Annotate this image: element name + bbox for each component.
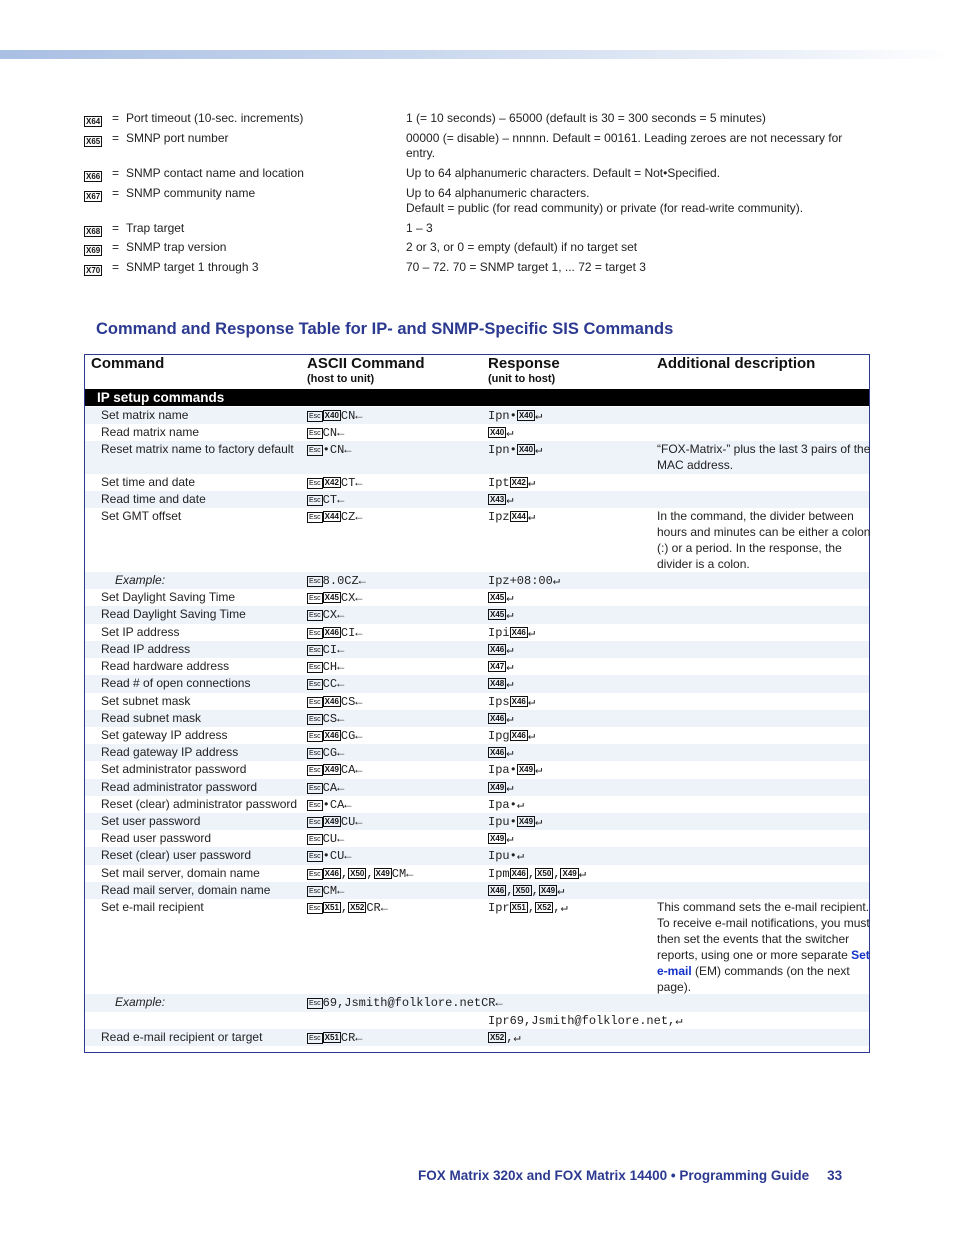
escape-key-icon: Esc	[309, 630, 321, 637]
ascii-command: Esc CG←	[309, 746, 345, 760]
variable-description: Port timeout (10-sec. increments)	[126, 111, 304, 125]
command-name: Set GMT offset	[101, 509, 182, 523]
variable-x40: X40	[518, 411, 534, 420]
escape-key-icon: Esc	[309, 819, 321, 826]
variable-x46: X46	[511, 628, 526, 637]
ascii-command: Esc X49 CU←	[309, 815, 363, 829]
command-name: Read time and date	[101, 492, 206, 506]
command-name: Example:	[115, 573, 166, 587]
response: Ipr X51 , X52 ,↵	[488, 901, 568, 915]
variable-x40: X40	[518, 445, 534, 454]
escape-key-icon: Esc	[309, 664, 321, 671]
variable-value: 2 or 3, or 0 = empty (default) if no target set	[406, 240, 638, 254]
variable-code: X67	[86, 192, 101, 201]
variable-value: 00000 (= disable) – nnnnn. Default = 00161. Leading zeroes are not necessary for entry.	[406, 131, 843, 160]
ascii-command: Esc •CN←	[309, 443, 352, 457]
equals-sign: =	[112, 260, 120, 274]
table-row	[85, 744, 869, 761]
variable-x52: X52	[490, 1033, 505, 1042]
command-name: Reset (clear) user password	[101, 848, 252, 862]
escape-key-icon: Esc	[309, 612, 321, 619]
variable-x50: X50	[515, 886, 530, 895]
variable-x46: X46	[511, 731, 526, 740]
variable-x46: X46	[490, 714, 505, 723]
command-name: Set matrix name	[101, 408, 189, 422]
variable-description: Trap target	[126, 221, 185, 235]
response: Ipg X46 ↵	[488, 729, 536, 743]
additional-description: In the command, the divider between hours and minutes can be either a colon (:) or a period. In the response, the divider is a colon.	[657, 509, 871, 571]
table-row	[85, 727, 869, 744]
variable-x45: X45	[324, 593, 339, 602]
equals-sign: =	[112, 166, 120, 180]
equals-sign: =	[112, 221, 120, 235]
variable-description: SNMP trap version	[126, 240, 227, 254]
band-ip-setup-commands: IP setup commands	[85, 389, 869, 406]
escape-key-icon: Esc	[309, 430, 321, 437]
ascii-command: Esc X46 , X50 , X49 CM←	[309, 867, 414, 881]
variable-code: X66	[86, 172, 101, 181]
response: Ips X46 ↵	[488, 695, 536, 709]
escape-key-icon: Esc	[309, 853, 321, 860]
response: Ipt X42 ↵	[488, 476, 536, 490]
table-row	[85, 641, 869, 658]
variable-x46: X46	[490, 748, 505, 757]
command-name: Set Daylight Saving Time	[101, 590, 236, 604]
variable-description: SNMP target 1 through 3	[126, 260, 259, 274]
variable-x42: X42	[511, 478, 526, 487]
command-name: Read gateway IP address	[101, 745, 239, 759]
command-name: Read e-mail recipient or target	[101, 1030, 263, 1044]
table-row	[85, 441, 869, 474]
variable-value: 1 – 3	[406, 221, 433, 235]
escape-key-icon: Esc	[309, 905, 321, 912]
variable-x46: X46	[490, 886, 505, 895]
escape-key-icon: Esc	[309, 447, 321, 454]
footer-title: FOX Matrix 320x and FOX Matrix 14400 • Programming Guide	[418, 1168, 810, 1183]
variable-x50: X50	[350, 869, 365, 878]
variable-value: 1 (= 10 seconds) – 65000 (default is 30 = 300 seconds = 5 minutes)	[406, 111, 766, 125]
variable-x42: X42	[324, 478, 339, 487]
ascii-command: Esc X44 CZ←	[309, 510, 363, 524]
escape-key-icon: Esc	[309, 785, 321, 792]
escape-key-icon: Esc	[309, 699, 321, 706]
table-row	[85, 693, 869, 710]
variable-x51: X51	[324, 1033, 339, 1042]
equals-sign: =	[112, 240, 120, 254]
table-row	[85, 813, 869, 830]
ascii-command: Esc CX←	[309, 608, 345, 622]
command-name: Read administrator password	[101, 780, 258, 794]
response: X46 , X50 , X49 ↵	[490, 884, 565, 898]
variable-x45: X45	[490, 610, 505, 619]
escape-key-icon: Esc	[309, 802, 321, 809]
ascii-command: Esc 8.0CZ←	[309, 574, 366, 588]
table-row	[85, 899, 869, 994]
table-row	[85, 1012, 869, 1029]
table-row	[85, 882, 869, 899]
variable-x50: X50	[537, 869, 552, 878]
response: X43 ↵	[490, 493, 514, 507]
table-row	[85, 1029, 869, 1046]
escape-key-icon: Esc	[309, 514, 321, 521]
variable-description: SNMP community name	[126, 186, 256, 200]
variable-code: X70	[86, 266, 101, 275]
variable-x40: X40	[324, 411, 339, 420]
response: Ipn• X40 ↵	[488, 409, 543, 423]
escape-key-icon: Esc	[309, 767, 321, 774]
variable-x46: X46	[511, 869, 526, 878]
command-name: Read mail server, domain name	[101, 883, 271, 897]
variable-x46: X46	[324, 869, 339, 878]
variable-value: Up to 64 alphanumeric characters. Default = public (for read community) or private (for read-write community).	[406, 186, 804, 215]
command-name: Read # of open connections	[101, 676, 251, 690]
variable-x49: X49	[324, 817, 339, 826]
ascii-command: Esc X51 CR←	[309, 1031, 363, 1045]
command-name: Set administrator password	[101, 762, 247, 776]
variable-description: SMNP port number	[126, 131, 229, 145]
variable-x52: X52	[537, 903, 552, 912]
ascii-command: Esc CM←	[309, 884, 345, 898]
variable-x52: X52	[350, 903, 365, 912]
table-row	[85, 830, 869, 847]
response: X40 ↵	[490, 426, 514, 440]
table-row	[85, 474, 869, 491]
escape-key-icon: Esc	[309, 413, 321, 420]
variable-description: SNMP contact name and location	[126, 166, 304, 180]
response: Ipu• X49 ↵	[488, 815, 543, 829]
ascii-command: Esc •CA←	[309, 798, 352, 812]
variable-x49: X49	[490, 834, 505, 843]
response: X49 ↵	[490, 781, 514, 795]
variable-code: X64	[86, 117, 101, 126]
variable-x51: X51	[511, 903, 526, 912]
variable-x46: X46	[511, 697, 526, 706]
table-row	[85, 424, 869, 441]
section-title: Command and Response Table for IP- and SNMP-Specific SIS Commands	[96, 320, 674, 338]
response: X46 ↵	[490, 712, 514, 726]
page-number: 33	[827, 1168, 843, 1183]
command-name: Set subnet mask	[101, 694, 191, 708]
header-additional-description: Additional description	[657, 355, 816, 372]
response: X46 ↵	[490, 746, 514, 760]
response: Ipu•↵	[488, 849, 525, 863]
response: X52 ,↵	[490, 1031, 521, 1045]
response: X48 ↵	[490, 677, 514, 691]
table-row	[85, 710, 869, 727]
ascii-command: Esc X46 CG←	[309, 729, 363, 743]
escape-key-icon: Esc	[309, 1000, 321, 1007]
table-row	[85, 407, 869, 424]
variable-x49: X49	[562, 869, 577, 878]
response: Ipm X46 , X50 , X49 ↵	[488, 867, 586, 881]
command-name: Reset (clear) administrator password	[101, 797, 298, 811]
response: X45 ↵	[490, 608, 514, 622]
table-row	[85, 508, 869, 572]
escape-key-icon: Esc	[309, 647, 321, 654]
table-row	[85, 606, 869, 624]
table-row	[85, 675, 869, 693]
equals-sign: =	[112, 186, 120, 200]
table-row	[85, 796, 869, 813]
command-name: Read user password	[101, 831, 212, 845]
ascii-command: Esc CU←	[309, 832, 345, 846]
command-name: Set IP address	[101, 625, 180, 639]
ascii-command: Esc CT←	[309, 493, 345, 507]
table-row	[85, 779, 869, 796]
ascii-command: Esc X51 , X52 CR←	[309, 901, 388, 915]
command-name: Set mail server, domain name	[101, 866, 260, 880]
variable-x46: X46	[490, 645, 505, 654]
escape-key-icon: Esc	[309, 888, 321, 895]
variable-x49: X49	[490, 783, 505, 792]
ascii-command: Esc CH←	[309, 660, 345, 674]
command-name: Read Daylight Saving Time	[101, 607, 246, 621]
variable-x45: X45	[490, 593, 505, 602]
response: X47 ↵	[490, 660, 514, 674]
escape-key-icon: Esc	[309, 681, 321, 688]
variable-x46: X46	[324, 731, 339, 740]
table-row	[85, 865, 869, 882]
table-row	[85, 658, 869, 675]
table-row	[85, 847, 869, 865]
command-name: Read subnet mask	[101, 711, 202, 725]
additional-description: This command sets the e-mail recipient. To receive e-mail notifications, you must then set the events that the switcher reports, using one or more separate Set e-mail (EM) commands (on the next page).	[657, 900, 870, 994]
variable-x51: X51	[324, 903, 339, 912]
ascii-command: Esc CA←	[309, 781, 345, 795]
variable-x49: X49	[324, 765, 339, 774]
table-row	[85, 491, 869, 508]
ascii-command: Esc X45 CX←	[309, 591, 363, 605]
variable-x48: X48	[490, 679, 505, 688]
response: Ipz+08:00↵	[488, 574, 561, 588]
variable-x49: X49	[518, 817, 534, 826]
command-name: Reset matrix name to factory default	[101, 442, 294, 456]
escape-key-icon: Esc	[309, 578, 321, 585]
header-response: Response (unit to host)	[488, 355, 560, 385]
page-footer	[418, 1168, 842, 1183]
command-name: Set user password	[101, 814, 201, 828]
variable-x47: X47	[490, 662, 505, 671]
variable-x46: X46	[324, 697, 339, 706]
escape-key-icon: Esc	[309, 871, 321, 878]
variable-x40: X40	[490, 428, 505, 437]
table-row	[85, 589, 869, 606]
header-command: Command	[91, 355, 165, 372]
command-name: Set gateway IP address	[101, 728, 228, 742]
ascii-command: Esc CC←	[309, 677, 345, 691]
command-name: Example:	[115, 995, 166, 1009]
table-row	[85, 572, 869, 589]
escape-key-icon: Esc	[309, 836, 321, 843]
table-row	[85, 761, 869, 779]
variable-code: X69	[86, 246, 101, 255]
variable-code: X68	[86, 227, 101, 236]
response: Ipa• X49 ↵	[488, 763, 543, 777]
variable-x44: X44	[324, 512, 339, 521]
escape-key-icon: Esc	[309, 733, 321, 740]
ascii-command: Esc CN←	[309, 426, 345, 440]
ascii-command: Esc CS←	[309, 712, 345, 726]
variable-x49: X49	[518, 765, 534, 774]
ascii-command: Esc X42 CT←	[309, 476, 363, 490]
command-name: Set time and date	[101, 475, 196, 489]
table-row	[85, 624, 869, 641]
command-response-table	[84, 354, 870, 1053]
variable-x49: X49	[375, 869, 390, 878]
variable-x43: X43	[490, 495, 505, 504]
table-row	[85, 994, 869, 1012]
escape-key-icon: Esc	[309, 595, 321, 602]
ascii-command: Esc X49 CA←	[309, 763, 363, 777]
variable-x44: X44	[511, 512, 526, 521]
variable-x49: X49	[540, 886, 556, 895]
header-ascii-command: ASCII Command (host to unit)	[307, 355, 425, 385]
response: X46 ↵	[490, 643, 514, 657]
ascii-command: Esc X46 CI←	[309, 626, 363, 640]
response: Ipz X44 ↵	[488, 510, 536, 524]
additional-description: “FOX-Matrix-” plus the last 3 pairs of the MAC address.	[657, 442, 871, 472]
response: X49 ↵	[490, 832, 514, 846]
response: Ipr69,Jsmith@folklore.net,↵	[488, 1014, 683, 1028]
variable-value: 70 – 72. 70 = SNMP target 1, ... 72 = target 3	[406, 260, 646, 274]
escape-key-icon: Esc	[309, 716, 321, 723]
ascii-command: Esc CI←	[309, 643, 345, 657]
set-email-link[interactable]: Set e-mail	[657, 948, 870, 978]
command-name: Read matrix name	[101, 425, 200, 439]
ascii-command: Esc 69,Jsmith@folklore.netCR←	[309, 996, 503, 1010]
response: Ipa•↵	[488, 798, 525, 812]
command-name: Read hardware address	[101, 659, 230, 673]
response: X45 ↵	[490, 591, 514, 605]
command-name: Read IP address	[101, 642, 191, 656]
ascii-command: Esc X46 CS←	[309, 695, 363, 709]
equals-sign: =	[112, 131, 120, 145]
escape-key-icon: Esc	[309, 497, 321, 504]
ascii-command: Esc X40 CN←	[309, 409, 363, 423]
variable-code: X65	[86, 137, 101, 146]
escape-key-icon: Esc	[309, 480, 321, 487]
response: Ipn• X40 ↵	[488, 443, 543, 457]
variable-x46: X46	[324, 628, 339, 637]
ascii-command: Esc •CU←	[309, 849, 352, 863]
escape-key-icon: Esc	[309, 1035, 321, 1042]
header-accent-bar	[0, 50, 954, 59]
response: Ipi X46 ↵	[488, 626, 536, 640]
command-name: Set e-mail recipient	[101, 900, 204, 914]
escape-key-icon: Esc	[309, 750, 321, 757]
variable-value: Up to 64 alphanumeric characters. Default = Not•Specified.	[406, 166, 721, 180]
equals-sign: =	[112, 111, 120, 125]
